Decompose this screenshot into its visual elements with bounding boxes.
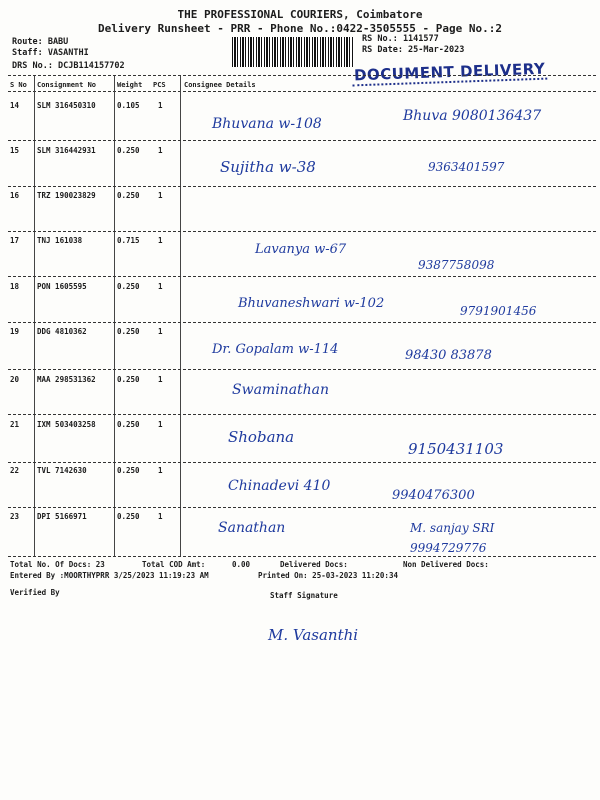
row-weight: 0.250 xyxy=(117,466,140,475)
handwritten-signature: M. sanjay SRI 9994729776 xyxy=(410,521,495,555)
header-rule xyxy=(8,91,596,92)
row-weight: 0.105 xyxy=(117,101,140,110)
document-delivery-stamp: DOCUMENT DELIVERY xyxy=(352,60,548,87)
route-label: Route: BABU xyxy=(12,37,69,47)
handwritten-signature: 9150431103 xyxy=(408,440,504,458)
column-divider xyxy=(114,76,115,556)
handwritten-name: Shobana xyxy=(228,428,295,446)
handwritten-name: Sujitha w-38 xyxy=(220,158,316,176)
row-consignment: SLM 316450310 xyxy=(37,101,96,110)
row-weight: 0.250 xyxy=(117,191,140,200)
runsheet-title: Delivery Runsheet - PRR - Phone No.:0422-3505555 - Page No.:2 xyxy=(98,22,502,35)
table-bottom-rule xyxy=(8,556,596,557)
row-pcs: 1 xyxy=(158,146,163,155)
row-pcs: 1 xyxy=(158,327,163,336)
row-weight: 0.250 xyxy=(117,327,140,336)
total-docs: Total No. Of Docs: 23 xyxy=(10,560,105,569)
row-separator xyxy=(8,231,596,232)
column-divider xyxy=(34,76,35,556)
row-consignment: SLM 316442931 xyxy=(37,146,96,155)
row-pcs: 1 xyxy=(158,101,163,110)
company-title: THE PROFESSIONAL COURIERS, Coimbatore xyxy=(177,8,423,21)
row-sno: 23 xyxy=(10,512,20,521)
row-pcs: 1 xyxy=(158,512,163,521)
row-consignment: TNJ 161038 xyxy=(37,236,83,245)
col-sno: S No xyxy=(10,81,27,89)
col-consignee: Consignee Details xyxy=(184,81,256,89)
handwritten-name: Swaminathan xyxy=(232,382,330,398)
row-weight: 0.250 xyxy=(117,146,140,155)
delivered-docs: Delivered Docs: xyxy=(280,560,348,569)
row-pcs: 1 xyxy=(158,375,163,384)
row-pcs: 1 xyxy=(158,466,163,475)
row-consignment: TRZ 190023829 xyxy=(37,191,96,200)
row-separator xyxy=(8,507,596,508)
row-pcs: 1 xyxy=(158,420,163,429)
row-separator xyxy=(8,322,596,323)
row-weight: 0.250 xyxy=(117,375,140,384)
rs-number: RS No.: 1141577 xyxy=(362,34,439,44)
row-consignment: MAA 298531362 xyxy=(37,375,96,384)
row-separator xyxy=(8,414,596,415)
column-divider xyxy=(180,76,181,556)
handwritten-signature: 98430 83878 xyxy=(405,348,492,363)
row-separator xyxy=(8,276,596,277)
total-cod-value: 0.00 xyxy=(232,560,251,569)
row-pcs: 1 xyxy=(158,236,163,245)
row-sno: 14 xyxy=(10,101,20,110)
col-consignment: Consignment No xyxy=(37,81,97,89)
col-pcs: PCS xyxy=(153,81,166,89)
staff-label: Staff: VASANTHI xyxy=(12,48,89,58)
row-consignment: DPI 5166971 xyxy=(37,512,87,521)
row-separator xyxy=(8,369,596,370)
handwritten-name: Chinadevi 410 xyxy=(228,478,331,494)
staff-signature-label: Staff Signature xyxy=(270,591,338,600)
row-separator xyxy=(8,186,596,187)
row-sno: 21 xyxy=(10,420,20,429)
handwritten-signature: 9363401597 xyxy=(428,160,505,174)
handwritten-signature: 9940476300 xyxy=(392,488,475,503)
verified-by: Verified By xyxy=(10,588,60,597)
row-pcs: 1 xyxy=(158,282,163,291)
row-separator xyxy=(8,140,596,141)
handwritten-name: Bhuvaneshwari w-102 xyxy=(238,296,385,311)
handwritten-name: Sanathan xyxy=(218,520,286,536)
row-sno: 16 xyxy=(10,191,20,200)
table-top-rule xyxy=(8,75,596,76)
row-consignment: IXM 503403258 xyxy=(37,420,96,429)
rs-date: RS Date: 25-Mar-2023 xyxy=(362,45,465,55)
barcode-image xyxy=(232,37,354,67)
handwritten-name: Lavanya w-67 xyxy=(255,242,347,257)
row-sno: 18 xyxy=(10,282,20,291)
row-weight: 0.250 xyxy=(117,512,140,521)
printed-on: Printed On: 25-03-2023 11:20:34 xyxy=(258,571,398,580)
row-pcs: 1 xyxy=(158,191,163,200)
row-weight: 0.250 xyxy=(117,420,140,429)
col-weight: Weight xyxy=(117,81,143,89)
staff-signature: M. Vasanthi xyxy=(268,626,359,644)
row-sno: 19 xyxy=(10,327,20,336)
row-weight: 0.715 xyxy=(117,236,140,245)
row-consignment: DDG 4810362 xyxy=(37,327,87,336)
handwritten-signature: Bhuva 9080136437 xyxy=(403,108,542,124)
handwritten-name: Bhuvana w-108 xyxy=(212,116,322,132)
row-consignment: PON 1605595 xyxy=(37,282,87,291)
handwritten-signature: 9791901456 xyxy=(460,304,537,318)
row-sno: 15 xyxy=(10,146,20,155)
row-separator xyxy=(8,462,596,463)
handwritten-signature: 9387758098 xyxy=(418,258,495,272)
non-delivered-docs: Non Delivered Docs: xyxy=(403,560,489,569)
total-cod-label: Total COD Amt: xyxy=(142,560,206,569)
row-consignment: TVL 7142630 xyxy=(37,466,87,475)
row-sno: 22 xyxy=(10,466,20,475)
row-weight: 0.250 xyxy=(117,282,140,291)
row-sno: 17 xyxy=(10,236,20,245)
entered-by: Entered By :MOORTHYPRR 3/25/2023 11:19:23 AM xyxy=(10,571,209,580)
drs-number: DRS No.: DCJB114157702 xyxy=(12,61,125,71)
handwritten-name: Dr. Gopalam w-114 xyxy=(212,342,339,357)
row-sno: 20 xyxy=(10,375,20,384)
